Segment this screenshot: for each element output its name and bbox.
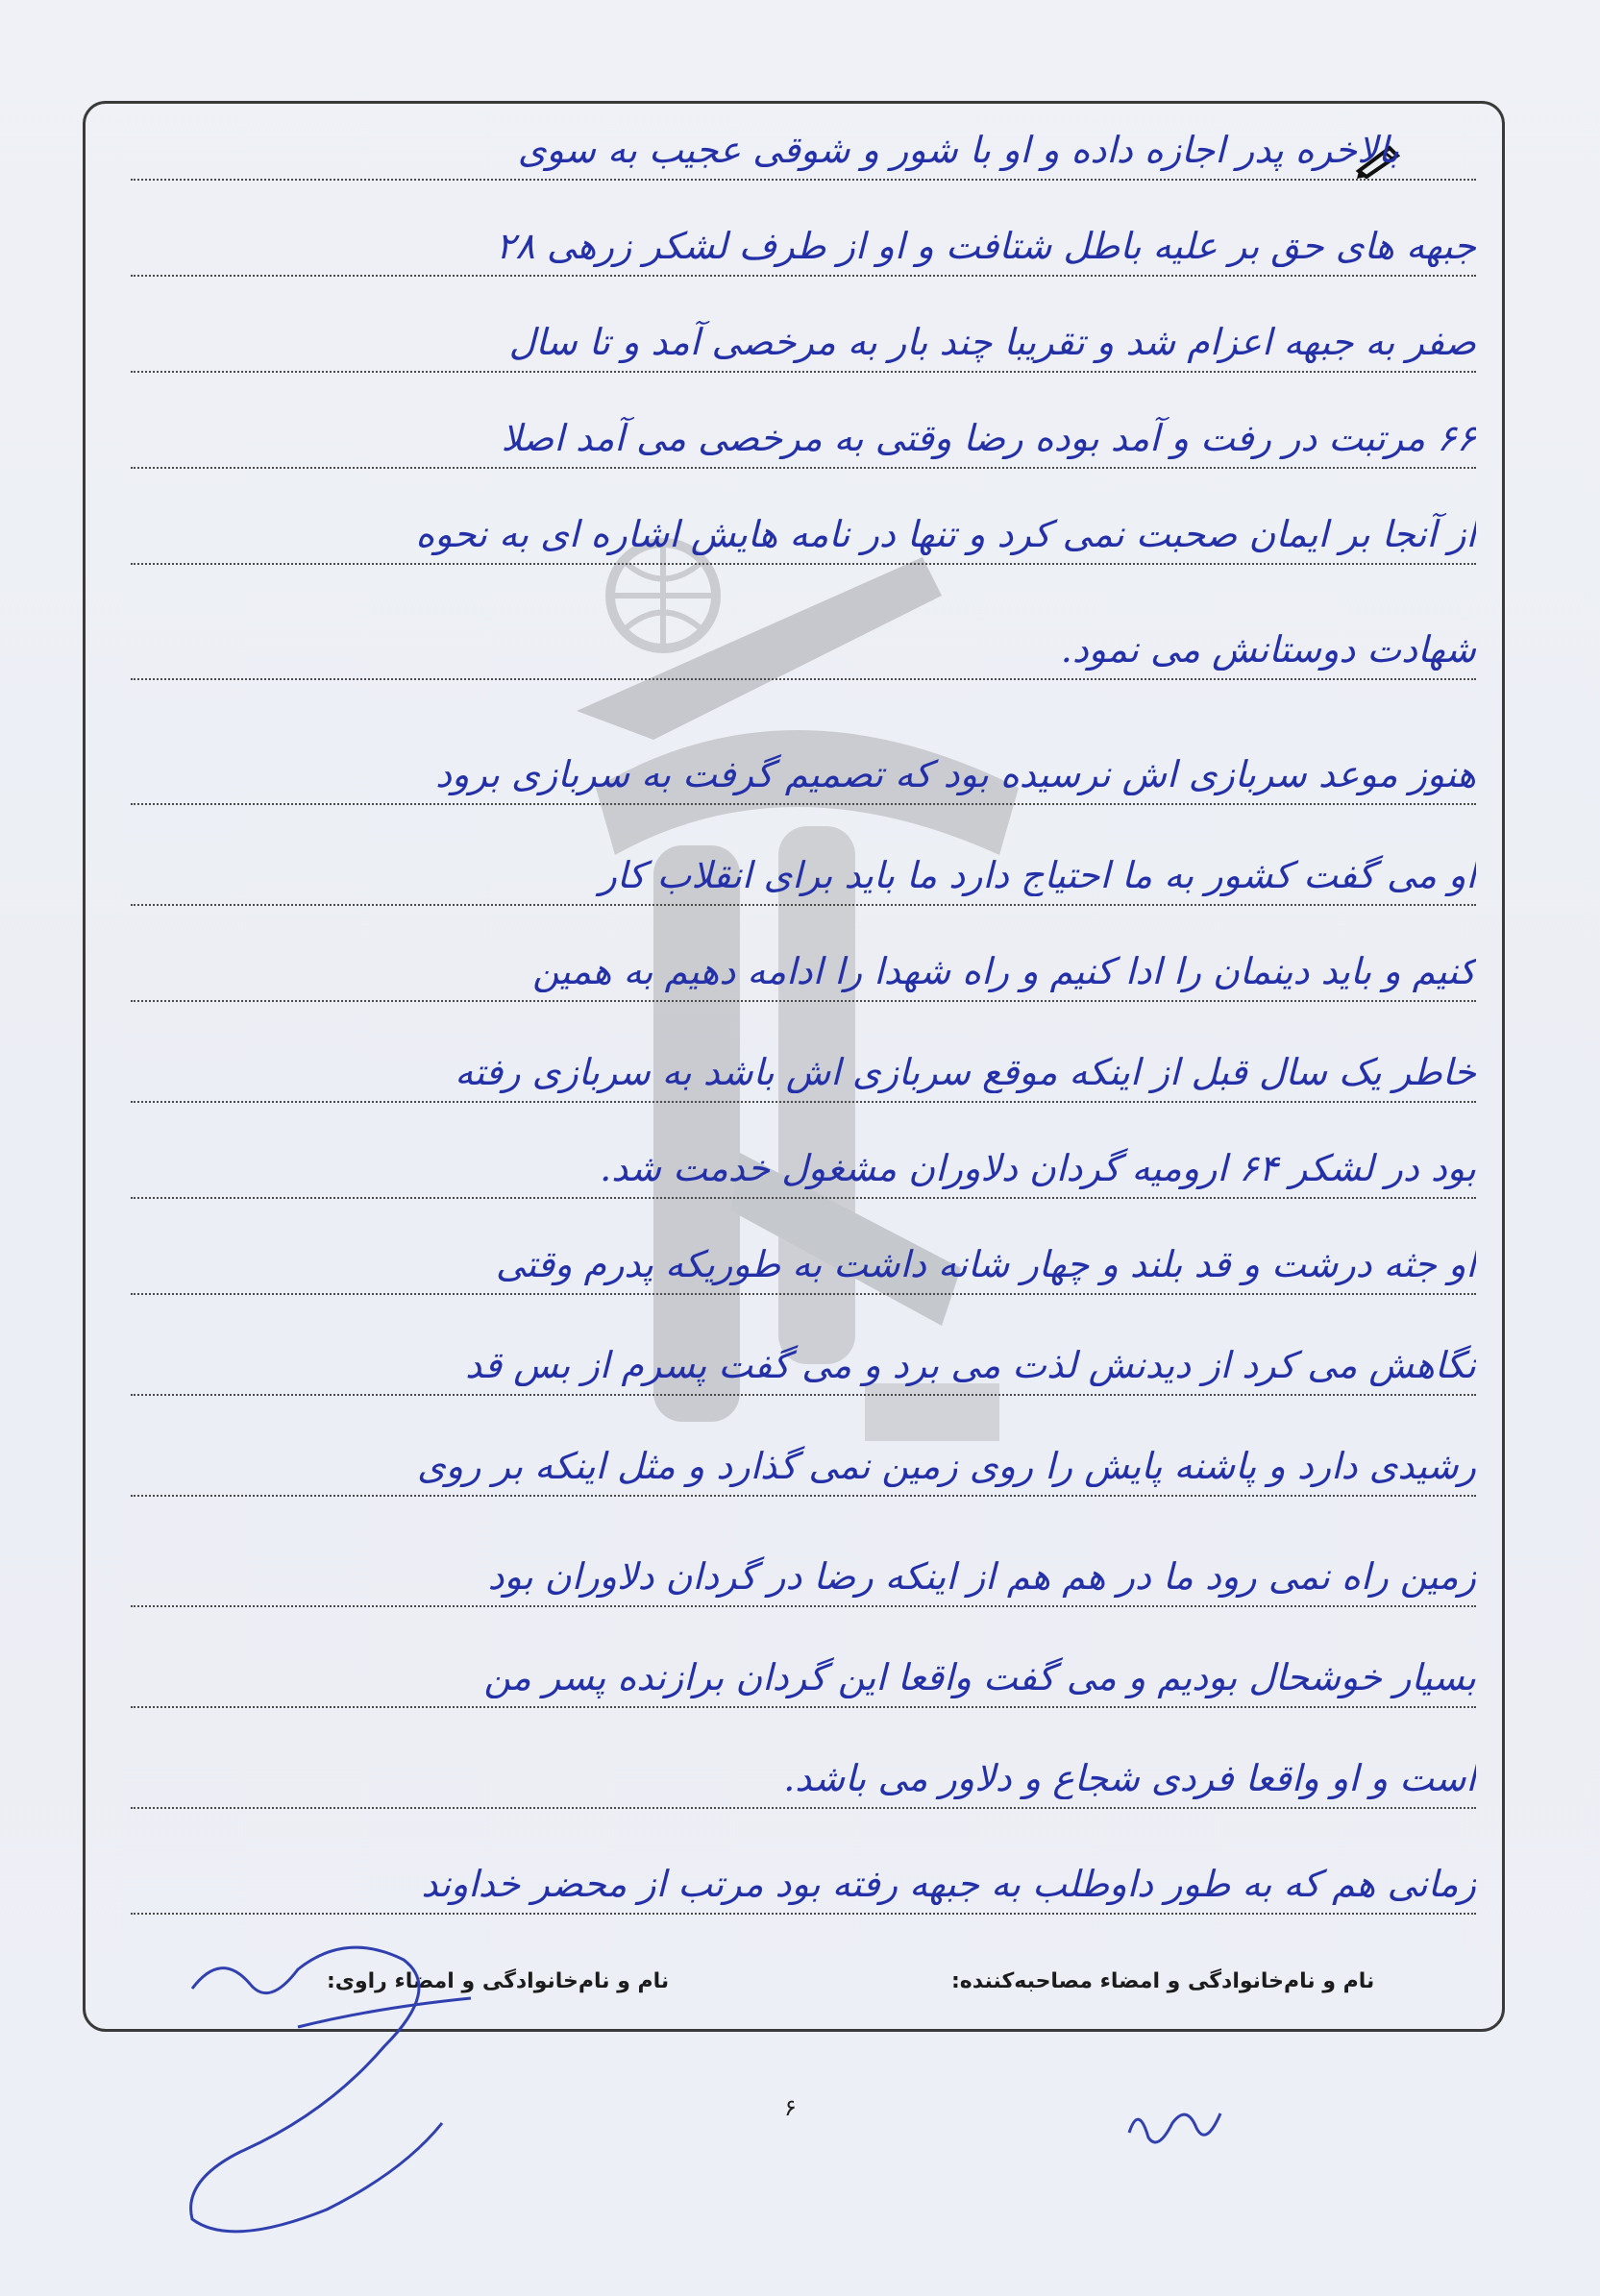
line-text: شهادت دوستانش می نمود. [1060, 628, 1476, 671]
line-text: ۶۶ مرتبت در رفت و آمد بوده رضا وقتی به مرخصی می آمد اصلا [501, 417, 1476, 459]
line-text: زمین راه نمی رود ما در هم هم از اینکه رضا در گردان دلاوران بود [487, 1555, 1476, 1598]
line-text: بود در لشکر ۶۴ ارومیه گردان دلاوران مشغول خدمت شد. [600, 1147, 1476, 1189]
line-text: نگاهش می کرد از دیدنش لذت می برد و می گفت پسرم از بس قد [465, 1344, 1476, 1386]
line-text: صفر به جبهه اعزام شد و تقریبا چند بار به مرخصی آمد و تا سال [508, 321, 1476, 363]
line-text: او می گفت کشور به ما احتیاج دارد ما باید برای انقلاب کار [599, 854, 1476, 896]
text-line-1 [131, 86, 1476, 181]
narrator-signature [154, 1931, 500, 2248]
text-line-11 [131, 1105, 1476, 1199]
narrator-signature-label: نام و نام‌خانوادگی و امضاء راوی: [327, 1969, 670, 1993]
text-line-8 [131, 812, 1476, 906]
text-line-7 [131, 711, 1476, 805]
line-text: بسیار خوشحال بودیم و می گفت واقعا این گردان برازنده پسر من [483, 1656, 1476, 1698]
text-line-4 [131, 375, 1476, 469]
text-line-13 [131, 1302, 1476, 1396]
text-line-12 [131, 1201, 1476, 1295]
line-text: از آنجا بر ایمان صحبت نمی کرد و تنها در نامه هایش اشاره ای به نحوه [415, 513, 1476, 555]
text-line-15 [131, 1513, 1476, 1607]
text-line-14 [131, 1403, 1476, 1497]
handwritten-lines [131, 0, 1476, 2017]
interviewer-signature-label: نام و نام‌خانوادگی و امضاء مصاحبه‌کننده: [951, 1969, 1375, 1993]
line-text: است و او واقعا فردی شجاع و دلاور می باشد. [783, 1757, 1476, 1799]
text-line-9 [131, 908, 1476, 1002]
text-line-10 [131, 1009, 1476, 1103]
line-text: او جثه درشت و قد بلند و چهار شانه داشت به طوریکه پدرم وقتی [495, 1243, 1476, 1285]
line-text: هنوز موعد سربازی اش نرسیده بود که تصمیم گرفت به سربازی برود [435, 753, 1476, 795]
text-line-3 [131, 279, 1476, 373]
text-line-6 [131, 586, 1476, 680]
text-line-18 [131, 1820, 1476, 1915]
line-text: بالاخره پدر اجازه داده و او با شور و شوقی عجیب به سوی [517, 129, 1399, 171]
line-text: جبهه های حق بر علیه باطل شتافت و او از طرف لشکر زرهی ۲۸ [495, 225, 1476, 267]
text-line-16 [131, 1614, 1476, 1708]
line-text: خاطر یک سال قبل از اینکه موقع سربازی اش باشد به سربازی رفته [455, 1051, 1476, 1093]
page-number: ۶ [784, 2094, 797, 2121]
interviewer-signature [1120, 2085, 1235, 2162]
text-line-17 [131, 1715, 1476, 1809]
line-text: کنیم و باید دینمان را ادا کنیم و راه شهدا را ادامه دهیم به همین [532, 950, 1476, 992]
line-text: رشیدی دارد و پاشنه پایش را روی زمین نمی گذارد و مثل اینکه بر روی [417, 1445, 1476, 1487]
line-text: زمانی هم که به طور داوطلب به جبهه رفته بود مرتب از محضر خداوند [421, 1863, 1476, 1905]
text-line-5 [131, 471, 1476, 565]
text-line-2 [131, 183, 1476, 277]
